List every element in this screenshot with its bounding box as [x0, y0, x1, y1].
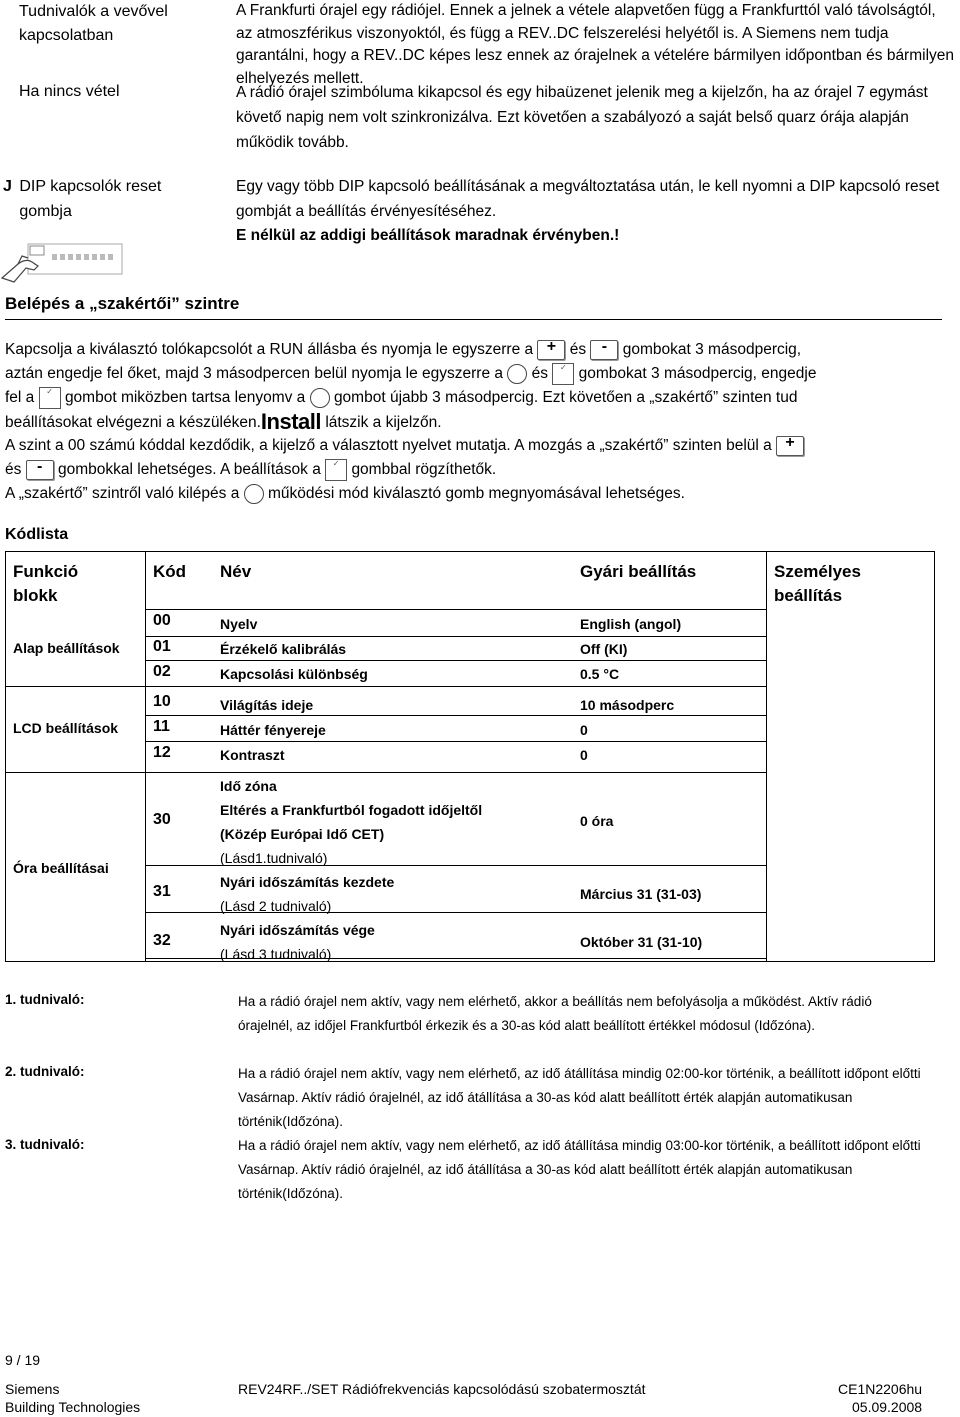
- mode-button-icon: [507, 364, 527, 384]
- name-cell: [220, 918, 375, 966]
- plus-button-icon: +: [776, 436, 804, 456]
- section-divider: [5, 319, 942, 320]
- code-cell: 30: [153, 811, 171, 828]
- expert-line: látszik a kijelzőn.: [325, 414, 442, 431]
- ok-button-icon: ✓: [325, 459, 347, 481]
- dip-reset-text: Egy vagy több DIP kapcsoló beállításának a megváltoztatása után, le kell nyomni a DIP kapcsoló reset gombját a beállítás érvényesítéséhez.: [236, 178, 940, 220]
- expert-section-title: Belépés a „szakértői” szintre: [5, 294, 240, 313]
- name-cell: Nyelv: [220, 616, 258, 632]
- factory-cell: Március 31 (31-03): [580, 886, 702, 902]
- name-line: Idő zóna: [220, 778, 277, 794]
- code-cell: 31: [153, 883, 171, 900]
- note-reference: (Lásd1.tudnivaló): [220, 850, 328, 866]
- header-factory: Gyári beállítás: [580, 562, 697, 581]
- name-cell: Háttér fényereje: [220, 722, 326, 738]
- sidebar-heading-no-signal: Ha nincs vétel: [19, 83, 120, 100]
- device-reset-illustration: [0, 242, 130, 290]
- block-basic-settings: Alap beállítások: [13, 640, 120, 656]
- minus-button-icon: -: [590, 340, 618, 360]
- receiver-paragraph: A Frankfurti órajel egy rádiójel. Ennek a jelnek a vétele alapvetően függ a Frankfurttól való távolságtól, az atmoszférikus viszonyoktól, és függ a REV..DC felszerelési helyétől is. A Siemens nem tudja garantálni, hogy a REV..DC képes lesz ennek az órajelnek a vételére bármilyen időpontban és bármilyen elhelyezés mellett.: [236, 2, 955, 87]
- minus-button-icon: -: [26, 460, 54, 480]
- footer-division: Building Technologies: [5, 1399, 141, 1415]
- marker-letter: J: [3, 178, 12, 195]
- expert-line: gombokkal lehetséges. A beállítások a: [58, 461, 321, 478]
- header-code: Kód: [153, 562, 187, 581]
- codelist-title: Kódlista: [5, 526, 69, 543]
- dip-reset-warning: E nélkül az addigi beállítások maradnak érvényben.!: [236, 227, 620, 244]
- note-reference: (Lásd 2 tudnivaló): [220, 898, 332, 914]
- name-line: Nyári időszámítás vége: [220, 922, 375, 938]
- note-label: 2. tudnivaló:: [5, 1064, 85, 1079]
- dip-reset-paragraph: [236, 175, 956, 249]
- codelist-table: [5, 551, 935, 962]
- page-number: 9 / 19: [5, 1352, 41, 1368]
- no-signal-paragraph: A rádió órajel szimbóluma kikapcsol és egy hibaüzenet jelenik meg a kijelzőn, ha az órajel 7 egymást követő napig nem volt szinkronizálva. Ezt követően a szabályozó a saját belső quarz órája alapján működik tovább.: [236, 84, 928, 151]
- name-cell: Világítás ideje: [220, 697, 314, 713]
- note-label: 1. tudnivaló:: [5, 992, 85, 1007]
- factory-cell: 10 másodperc: [580, 697, 675, 713]
- expert-line: A szint a 00 számú kóddal kezdődik, a kijelző a választott nyelvet mutatja. A mozgás a „szakértő” szinten belül a: [5, 437, 772, 454]
- factory-cell: 0: [580, 722, 588, 738]
- expert-instructions: [5, 338, 945, 506]
- dip-reset-heading-text: DIP kapcsolók reset gombja: [19, 178, 162, 220]
- note-text: Ha a rádió órajel nem aktív, vagy nem elérhető, az idő átállítása mindig 03:00-kor történik, a beállított időpont előtti Vasárnap. Aktív rádió órajelnél, az idő átállítása a 30-as kód alatt beállított érték alapján automatikusan történik(Időzóna).: [238, 1138, 921, 1201]
- factory-cell: Október 31 (31-10): [580, 934, 703, 950]
- expert-line: gombokat 3 másodpercig, engedje: [578, 365, 817, 382]
- code-cell: 32: [153, 932, 171, 949]
- footer-date: 05.09.2008: [852, 1399, 923, 1415]
- name-cell: [220, 870, 394, 918]
- code-cell: 00: [153, 612, 171, 629]
- mode-button-icon: [310, 388, 330, 408]
- header-name: Név: [220, 562, 252, 581]
- footer-product: REV24RF../SET Rádiófrekvenciás kapcsolódású szobatermosztát: [238, 1381, 646, 1397]
- factory-cell: 0 óra: [580, 813, 614, 829]
- expert-line: és: [569, 341, 587, 358]
- name-line: (Közép Európai Idő CET): [220, 826, 385, 842]
- header-personal: Személyes beállítás: [774, 562, 861, 605]
- footer-docno: CE1N2206hu: [838, 1381, 923, 1397]
- name-cell: Érzékelő kalibrálás: [220, 641, 347, 657]
- factory-cell: 0: [580, 747, 588, 763]
- sidebar-heading-dip-reset: [3, 175, 203, 224]
- expert-line: A „szakértő” szintről való kilépés a: [5, 485, 240, 502]
- code-cell: 12: [153, 744, 171, 761]
- code-cell: 01: [153, 638, 171, 655]
- plus-button-icon: +: [537, 340, 565, 360]
- ok-button-icon: ✓: [552, 363, 574, 385]
- expert-line: gombot újabb 3 másodpercig. Ezt követően a „szakértő” szinten tud: [333, 389, 798, 406]
- expert-line: gombbal rögzíthetők.: [351, 461, 497, 478]
- code-cell: 02: [153, 663, 171, 680]
- expert-line: és: [531, 365, 549, 382]
- expert-line: gombokat 3 másodpercig,: [622, 341, 802, 358]
- code-cell: 11: [153, 718, 170, 735]
- factory-cell: English (angol): [580, 616, 682, 632]
- note-text: Ha a rádió órajel nem aktív, vagy nem elérhető, az idő átállítása mindig 02:00-kor történik, a beállított időpont előtti Vasárnap. Aktív rádió órajelnél, az idő átállítása a 30-as kód alatt beállított érték alapján automatikusan történik(Időzóna).: [238, 1066, 921, 1129]
- footer-company: Siemens: [5, 1381, 60, 1397]
- factory-cell: Off (KI): [580, 641, 628, 657]
- expert-line: beállításokat elvégezni a készüléken.: [5, 414, 261, 431]
- note-reference: (Lásd 3 tudnivaló): [220, 946, 332, 962]
- code-cell: 10: [153, 693, 171, 710]
- sidebar-heading-receiver: Tudnivalók a vevővel kapcsolatban: [19, 3, 168, 44]
- expert-line: gombot miközben tartsa lenyomv a: [64, 389, 306, 406]
- factory-cell: 0.5 °C: [580, 666, 620, 682]
- name-line: Eltérés a Frankfurtból fogadott időjeltől: [220, 802, 483, 818]
- note-label: 3. tudnivaló:: [5, 1137, 85, 1152]
- expert-line: működési mód kiválasztó gomb megnyomásával lehetséges.: [267, 485, 685, 502]
- ok-button-icon: ✓: [39, 387, 61, 409]
- name-cell: [220, 774, 482, 870]
- install-display-text: Install: [260, 409, 321, 434]
- note-text: Ha a rádió órajel nem aktív, vagy nem elérhető, akkor a beállítás nem befolyásolja a működést. Aktív rádió órajelnél, az időjel Frankfurtból érkezik és a 30-as kód alatt beállított értékkel módosul (Időzóna).: [238, 994, 872, 1033]
- name-cell: Kontraszt: [220, 747, 285, 763]
- expert-line: aztán engedje fel őket, majd 3 másodpercen belül nyomja le egyszerre a: [5, 365, 504, 382]
- expert-line: és: [5, 461, 22, 478]
- name-line: Nyári időszámítás kezdete: [220, 874, 395, 890]
- mode-button-icon: [244, 484, 264, 504]
- block-clock-settings: Óra beállításai: [13, 860, 109, 876]
- header-function-block: Funkció blokk: [13, 562, 79, 605]
- name-cell: Kapcsolási különbség: [220, 666, 368, 682]
- expert-line: Kapcsolja a kiválasztó tolókapcsolót a RUN állásba és nyomja le egyszerre a: [5, 341, 534, 358]
- expert-line: fel a: [5, 389, 35, 406]
- block-lcd-settings: LCD beállítások: [13, 720, 119, 736]
